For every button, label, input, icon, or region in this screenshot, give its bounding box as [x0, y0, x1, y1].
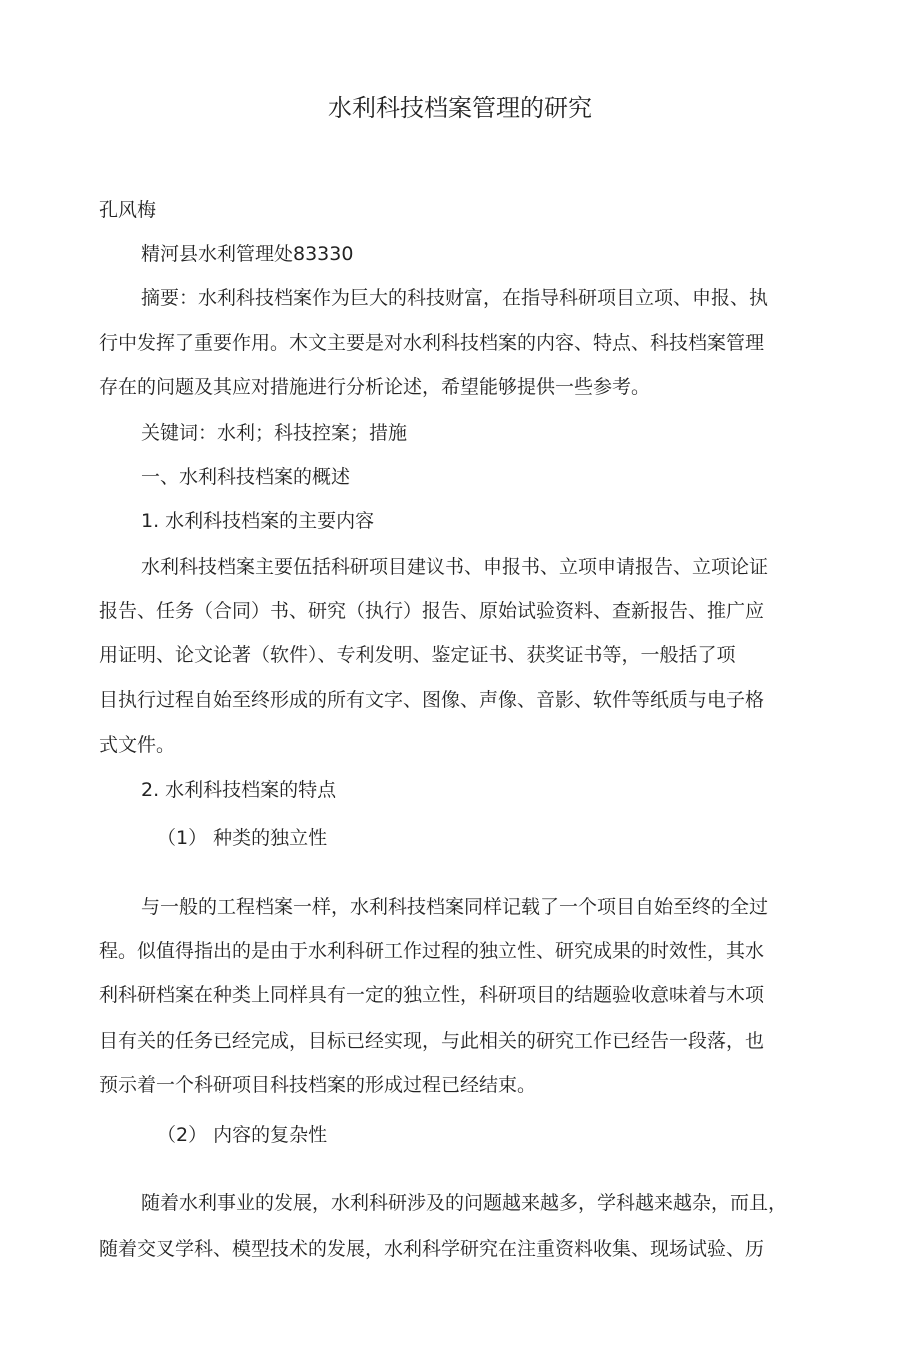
- keywords: 关键词：水利；科技控案；措施: [141, 422, 408, 444]
- paragraph-line: 用证明、论文论著（软件）、专利发明、鉴定证书、获奖证书等，一般括了项: [99, 644, 736, 666]
- paragraph-line: 水利科技档案主要伍括科研项目建议书、申报书、立项申请报告、立项论证: [141, 556, 769, 578]
- abstract-line: 行中发挥了重要作用。木文主要是对水利科技档案的内容、特点、科技档案管理: [99, 332, 765, 354]
- author: 孔风梅: [99, 199, 157, 221]
- list-item-heading: （2） 内容的复杂性: [157, 1124, 328, 1146]
- abstract-line: 存在的问题及其应对措施进行分析论述，希望能够提供一些参考。: [99, 376, 651, 398]
- list-item-heading: （1） 种类的独立性: [157, 827, 328, 849]
- paragraph-line: 与一般的工程档案一样，水利科技档案同样记载了一个项目自始至终的全过: [141, 896, 769, 918]
- paragraph-line: 预示着一个科研项目科技档案的形成过程已经结束。: [99, 1074, 537, 1096]
- paragraph-line: 式文件。: [99, 734, 176, 756]
- paragraph-line: 目执行过程自始至终形成的所有文字、图像、声像、音影、软件等纸质与电子格: [99, 689, 765, 711]
- paragraph-line: 随着交叉学科、模型技术的发展，水利科学研究在注重资料收集、现场试验、历: [99, 1238, 765, 1260]
- subsection-heading: 2. 水利科技档案的特点: [141, 779, 337, 801]
- paragraph-line: 程。似值得指出的是由于水利科研工作过程的独立性、研究成果的时效性，其水: [99, 940, 765, 962]
- affiliation: 精河县水利管理处83330: [141, 243, 354, 265]
- paragraph-line: 利科研档案在种类上同样具有一定的独立性，科研项目的结题验收意味着与木项: [99, 984, 765, 1006]
- abstract-line: 摘要：水利科技档案作为巨大的科技财富，在指导科研项目立项、申报、执: [141, 287, 769, 309]
- subsection-heading: 1. 水利科技档案的主要内容: [141, 510, 375, 532]
- document-title: 水利科技档案管理的研究: [328, 94, 592, 122]
- paragraph-line: 随着水利事业的发展，水利科研涉及的问题越来越多，学科越来越杂，而且，: [141, 1192, 788, 1214]
- section-heading: 一、水利科技档案的概述: [141, 466, 351, 488]
- paragraph-line: 报告、任务（合同）书、研究（执行）报告、原始试验资料、查新报告、推广应: [99, 600, 765, 622]
- paragraph-line: 目有关的任务已经完成，目标已经实现，与此相关的研究工作已经告一段落，也: [99, 1030, 765, 1052]
